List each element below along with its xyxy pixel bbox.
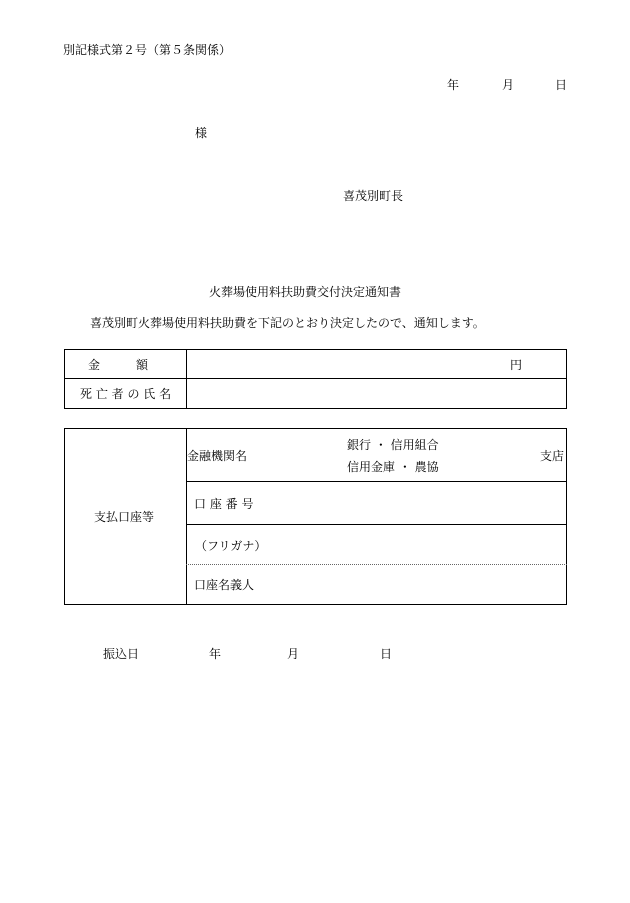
furigana-label: （フリガナ） <box>195 539 267 553</box>
form-number: 別記様式第２号（第５条関係） <box>63 43 232 57</box>
deceased-name-field[interactable] <box>187 379 565 407</box>
amount-label: 金 額 <box>88 358 149 372</box>
account-number-label: 口 座 番 号 <box>194 497 254 511</box>
account-number-row-divider <box>186 524 567 525</box>
date-day-label: 日 <box>555 78 568 92</box>
transfer-year-label: 年 <box>209 647 222 661</box>
date-year-label: 年 <box>447 78 460 92</box>
payment-section-label: 支払口座等 <box>94 510 155 524</box>
deceased-name-label: 死 亡 者 の 氏 名 <box>80 387 172 401</box>
amount-field[interactable] <box>187 350 507 377</box>
transfer-date-label: 振込日 <box>103 647 140 661</box>
bank-type-options-2: 信用金庫 ・ 農協 <box>347 460 439 474</box>
date-month-label: 月 <box>502 78 515 92</box>
bank-row-divider <box>186 481 567 482</box>
account-holder-label: 口座名義人 <box>194 578 255 592</box>
body-text: 喜茂別町火葬場使用料扶助費を下記のとおり決定したので、通知します。 <box>90 316 485 330</box>
transfer-month-label: 月 <box>287 647 300 661</box>
bank-type-options-1: 銀行 ・ 信用組合 <box>347 438 439 452</box>
bank-name-label: 金融機関名 <box>187 449 248 463</box>
document-title: 火葬場使用料扶助費交付決定通知書 <box>209 285 402 299</box>
furigana-row-divider <box>186 564 567 565</box>
transfer-day-label: 日 <box>380 647 393 661</box>
branch-suffix: 支店 <box>540 449 565 463</box>
addressee-honorific: 様 <box>195 126 208 140</box>
issuer-name: 喜茂別町長 <box>343 189 404 203</box>
amount-unit: 円 <box>510 358 523 372</box>
